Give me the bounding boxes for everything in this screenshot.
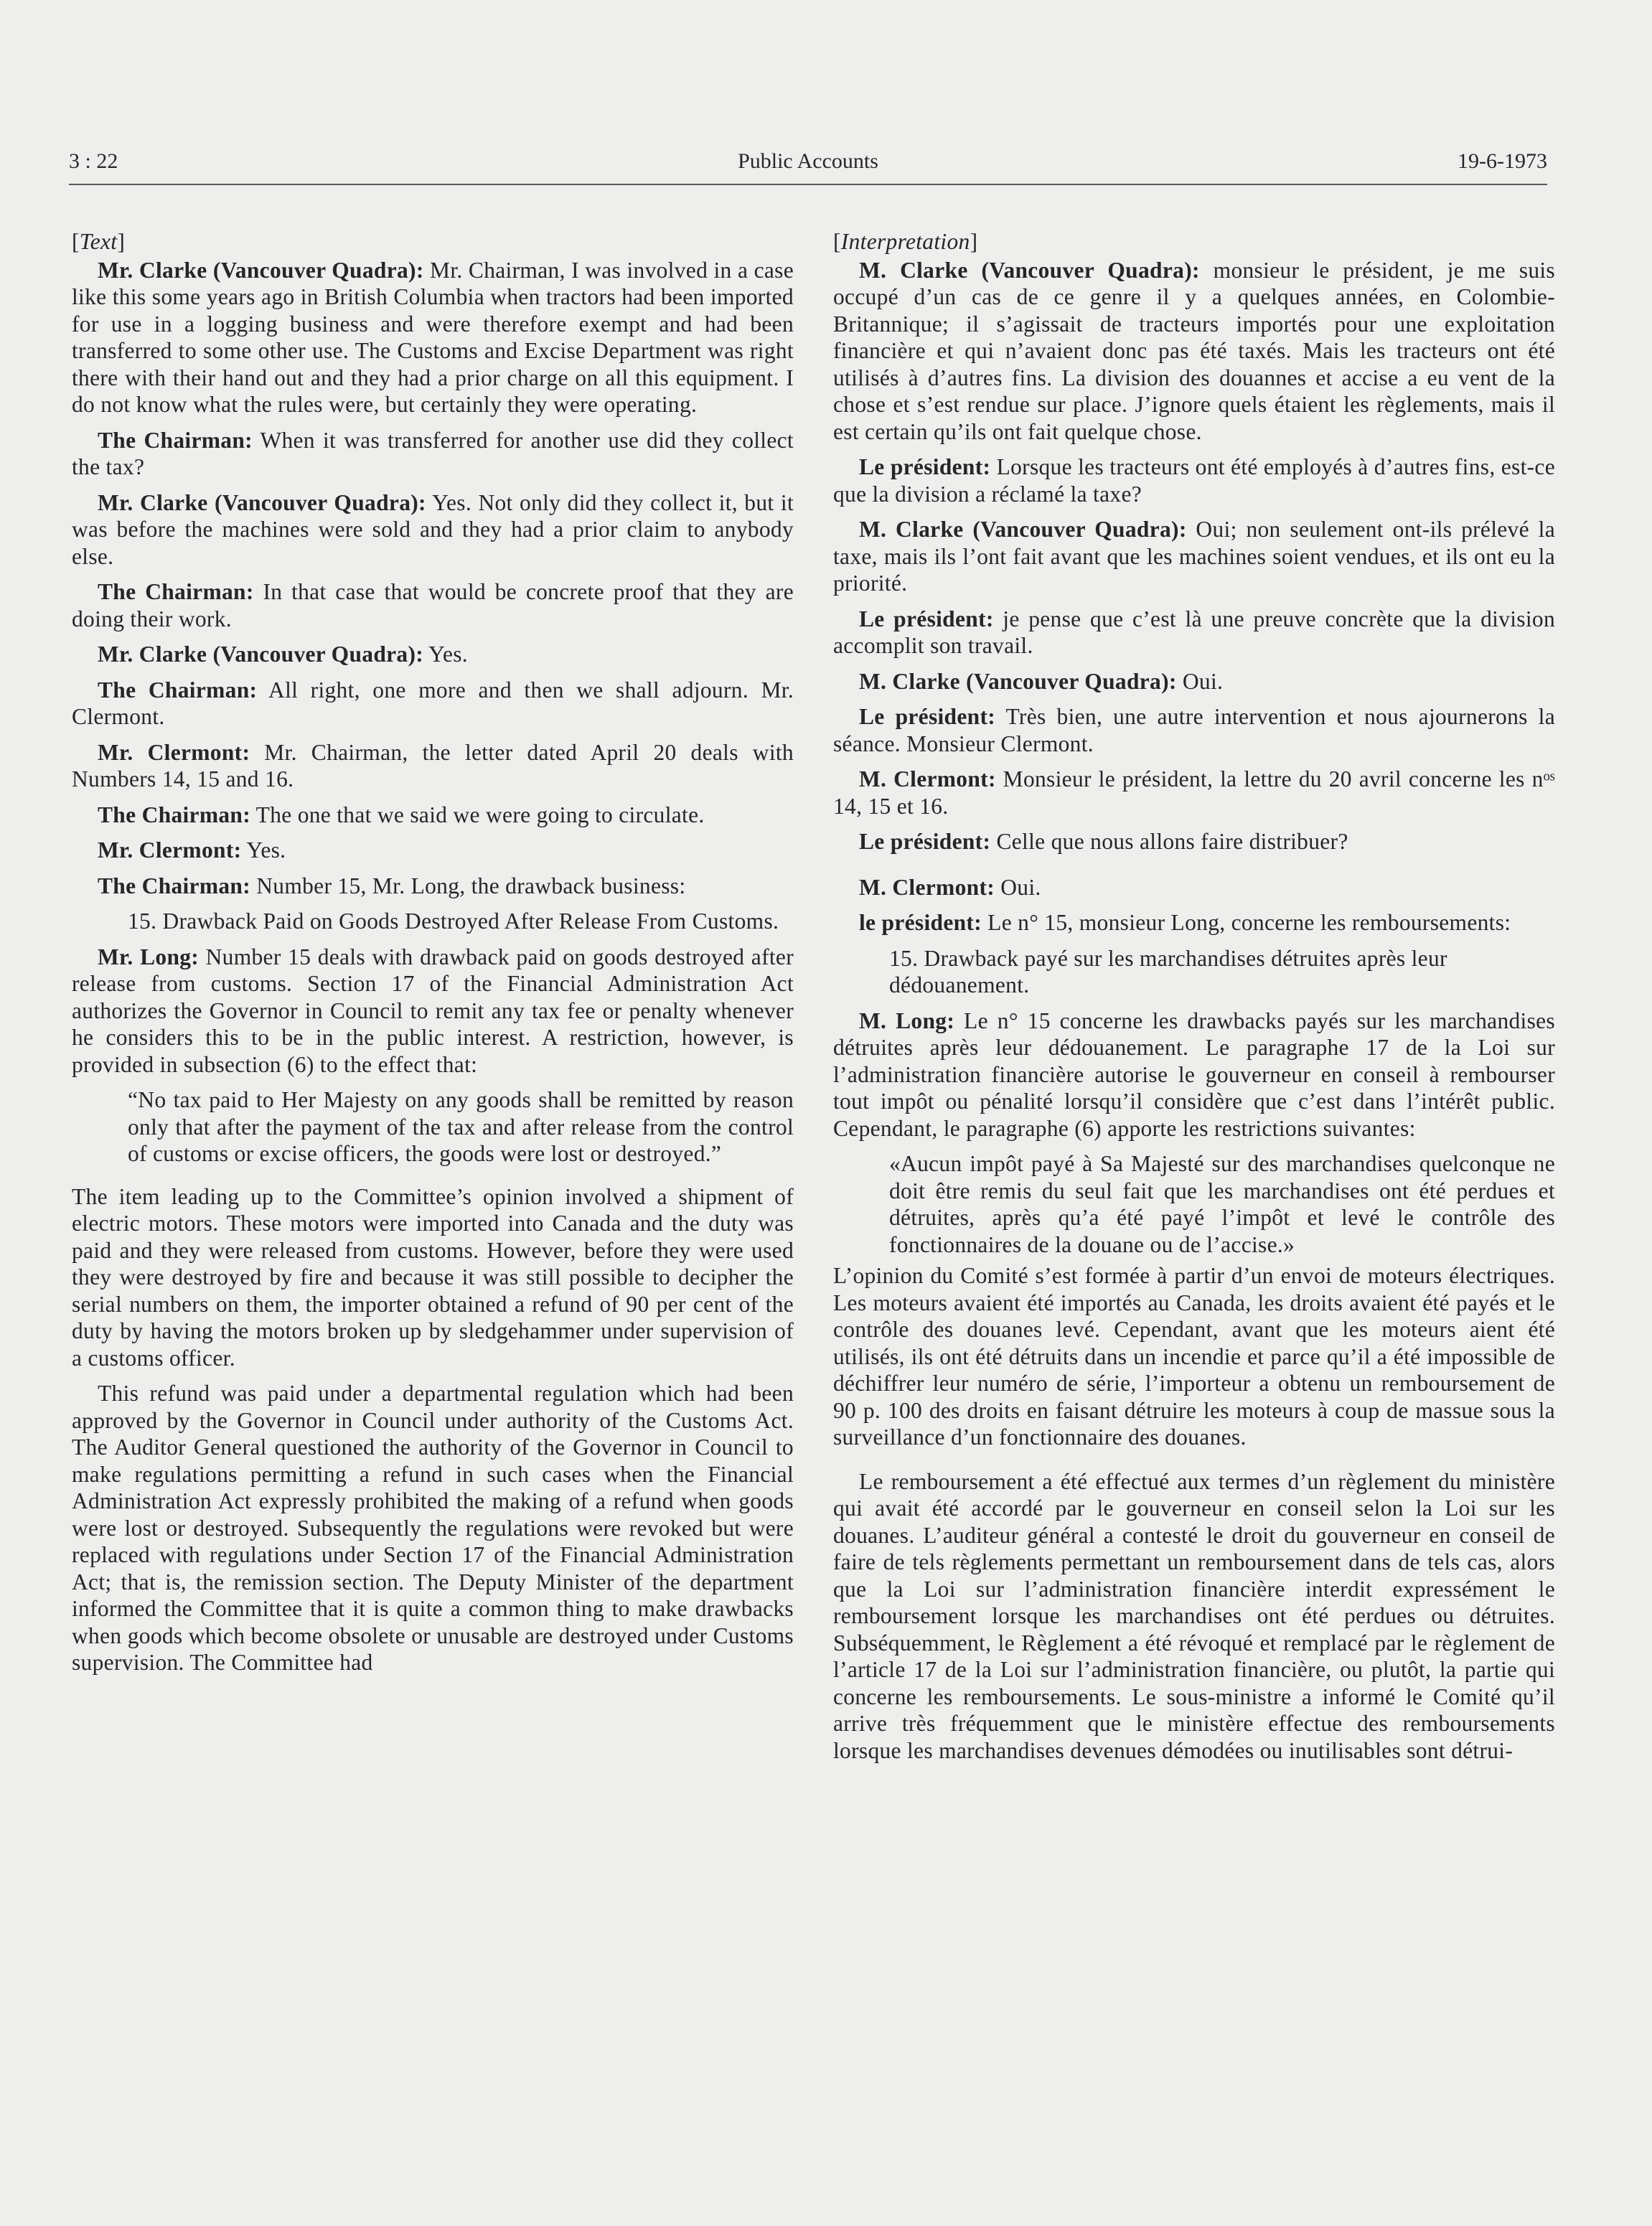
body-paragraph: Le remboursement a été effectué aux termes d’un règlement du ministère qui avait été accordé par le gouverneur en conseil selon la Loi sur les douanes. L’auditeur général a contesté le droit du gouverneur en conseil de faire de tels règlements permettant un remboursement dans de tels cas, alors que la Loi sur l’administration financière interdit expressément le remboursement lorsque les marchandises ont été perdues ou détruites. Subséquemment, le Règlement a été révoqué et remplacé par le règlement de l’article 17 de la Loi sur l’administration financière, ou plutôt, la partie qui concerne les remboursements. Le sous-ministre a informé le Comité qu’il arrive très fréquemment que le ministère effectue des remboursements lorsque les marchandises devenues démodées ou inutilisables sont détrui-: [833, 1468, 1555, 1763]
speaker-name: M. Clarke (Vancouver Quadra):: [859, 668, 1177, 694]
speech-paragraph: Mr. Clarke (Vancouver Quadra): Yes. Not only did they collect it, but it was before the machines were sold and they had a prior claim to anybody else.: [72, 489, 794, 569]
speaker-name: Mr. Long:: [98, 944, 200, 969]
speech-paragraph: The Chairman: Number 15, Mr. Long, the drawback business:: [98, 873, 686, 898]
language-tag: [Interpretation]: [833, 229, 978, 254]
speaker-name: Mr. Clarke (Vancouver Quadra):: [98, 257, 424, 283]
speech-paragraph: Mr. Clermont: Yes.: [98, 837, 286, 863]
speech-paragraph: M. Clermont: Monsieur le président, la lettre du 20 avril concerne les nᵒˢ 14, 15 et 16.: [833, 766, 1555, 819]
speaker-name: The Chairman:: [98, 873, 251, 898]
speech-paragraph: Mr. Clarke (Vancouver Quadra): Yes.: [98, 642, 468, 667]
speaker-name: The Chairman:: [98, 579, 254, 604]
body-paragraph: L’opinion du Comité s’est formée à partir d’un envoi de moteurs électriques. Les moteurs avaient été importés au Canada, les droits avaient été payés et le contrôle des douanes levé. Cependant, avant que les moteurs aient été utilisés, ils ont été détruits dans un incendie et parce qu’il a été impossible de déchiffrer leur numéro de série, l’importeur a obtenu un remboursement de 90 p. 100 des droits en faisant détruire les moteurs à coup de massue sous la surveillance d’un fonctionnaire des douanes.: [833, 1263, 1555, 1450]
french-column: [833, 228, 1555, 1772]
body-paragraph: This refund was paid under a departmental regulation which had been approved by the Governor in Council under authority of the Customs Act. The Auditor General questioned the authority of the Governor in Council to make regulations permitting a refund in such cases when the Financial Administration Act expressly prohibited the making of a refund when goods were lost or destroyed. Subsequently the regulations were revoked but were replaced with regulations under Section 17 of the Financial Administration Act; that is, the remission section. The Deputy Minister of the department informed the Committee that it is quite a common thing to make drawbacks when goods which become obsolete or unusable are destroyed under Customs supervision. The Committee had: [72, 1381, 794, 1675]
speech-paragraph: M. Clarke (Vancouver Quadra): Oui; non seulement ont-ils prélevé la taxe, mais ils l’ont fait avant que les machines soient vendues, et ils ont eu la priorité.: [833, 517, 1556, 596]
speaker-name: Le président:: [859, 704, 996, 729]
speaker-name: The Chairman:: [98, 677, 258, 703]
speech-paragraph: M. Long: Le n° 15 concerne les drawbacks payés sur les marchandises détruites après leur dédouanement. Le paragraphe 17 de la Loi sur l’administration financière autorise le gouverneur en conseil à rembourser tout impôt ou pénalité lorsqu’il considère que c’est dans l’intérêt public. Cependant, le paragraphe (6) apporte les restrictions suivantes:: [833, 1008, 1555, 1141]
speaker-name: Le président:: [859, 606, 994, 631]
speech-paragraph: Mr. Clarke (Vancouver Quadra): Mr. Chairman, I was involved in a case like this some years ago in British Columbia when tractors had been imported for use in a logging business and were therefore exempt and had been transferred to some other use. The Customs and Excise Department was right there with their hand out and they had a prior charge on all this equipment. I do not know what the rules were, but certainly they were operating.: [72, 257, 794, 417]
body-paragraph: The item leading up to the Committee’s opinion involved a shipment of electric motors. These motors were imported into Canada and the duty was paid and they were released from customs. However, before they were used they were destroyed by fire and because it was still possible to decipher the serial numbers on them, the importer obtained a refund of 90 per cent of the duty by having the motors broken up by sledgehammer under supervision of a customs officer.: [72, 1183, 794, 1371]
speaker-name: M. Clarke (Vancouver Quadra):: [859, 517, 1187, 542]
speaker-name: The Chairman:: [98, 802, 251, 827]
speech-paragraph: Le président: Lorsque les tracteurs ont été employés à d’autres fins, est-ce que la division a réclamé la taxe?: [833, 454, 1555, 507]
page-number: 3 : 22: [69, 149, 118, 173]
speaker-name: Mr. Clermont:: [98, 739, 250, 765]
speech-paragraph: Mr. Long: Number 15 deals with drawback paid on goods destroyed after release from customs. Section 17 of the Financial Administration Act authorizes the Governor in Council to remit any tax fee or penalty whenever he considers this to be in the public interest. A restriction, however, is provided in subsection (6) to the effect that:: [72, 944, 794, 1077]
speaker-name: le président:: [859, 910, 982, 935]
speaker-name: M. Long:: [859, 1008, 955, 1033]
speech-paragraph: Le président: je pense que c’est là une preuve concrète que la division accomplit son travail.: [833, 606, 1556, 658]
agenda-item: 15. Drawback payé sur les marchandises détruites après leur dédouanement.: [889, 945, 1447, 997]
speaker-name: Le président:: [859, 454, 991, 479]
speech-paragraph: The Chairman: All right, one more and then we shall adjourn. Mr. Clermont.: [72, 677, 794, 729]
speaker-name: Le président:: [859, 829, 991, 854]
language-tag: [Text]: [72, 229, 126, 254]
speaker-name: M. Clermont:: [859, 766, 996, 792]
publication-title: Public Accounts: [738, 149, 878, 173]
quoted-provision: “No tax paid to Her Majesty on any goods shall be remitted by reason only that after the payment of the tax and after release from the control of customs or excise officers, the goods were lost or destroyed.”: [128, 1087, 794, 1166]
speaker-name: M. Clarke (Vancouver Quadra):: [859, 257, 1200, 283]
agenda-item: 15. Drawback Paid on Goods Destroyed After Release From Customs.: [128, 908, 779, 934]
speech-paragraph: The Chairman: The one that we said we were going to circulate.: [98, 802, 705, 827]
speech-paragraph: M. Clermont: Oui.: [859, 874, 1041, 900]
speaker-name: M. Clermont:: [859, 874, 995, 900]
speech-paragraph: Mr. Clermont: Mr. Chairman, the letter dated April 20 deals with Numbers 14, 15 and 16.: [72, 739, 794, 792]
speaker-name: Mr. Clermont:: [98, 837, 242, 863]
running-header: [69, 144, 1547, 185]
speaker-name: Mr. Clarke (Vancouver Quadra):: [98, 489, 426, 515]
english-column: [72, 228, 794, 1685]
speech-paragraph: M. Clarke (Vancouver Quadra): monsieur le président, je me suis occupé d’un cas de ce genre il y a quelques années, en Colombie-Britannique; il s’agissait de tracteurs importés pour une exploitation financière et qui n’avaient donc pas été taxés. Mais les tracteurs ont été utilisés à d’autres fins. La division des douannes et accise a eu vent de la chose et s’est rendue sur place. J’ignore quels étaient les règlements, mais il est certain qu’ils ont fait quelque chose.: [833, 257, 1555, 444]
speech-paragraph: The Chairman: In that case that would be concrete proof that they are doing their work.: [72, 579, 794, 631]
session-date: 19-6-1973: [1458, 149, 1547, 173]
speech-paragraph: le président: Le n° 15, monsieur Long, concerne les remboursements:: [859, 910, 1511, 935]
speech-paragraph: Le président: Celle que nous allons faire distribuer?: [859, 829, 1348, 854]
speech-paragraph: Le président: Très bien, une autre intervention et nous ajournerons la séance. Monsieur Clermont.: [833, 704, 1555, 756]
speech-paragraph: M. Clarke (Vancouver Quadra): Oui.: [859, 668, 1224, 694]
speech-paragraph: The Chairman: When it was transferred for another use did they collect the tax?: [72, 427, 794, 479]
speaker-name: Mr. Clarke (Vancouver Quadra):: [98, 642, 424, 667]
speaker-name: The Chairman:: [98, 427, 253, 453]
quoted-provision: «Aucun impôt payé à Sa Majesté sur des marchandises quelconque ne doit être remis du seul fait que les marchandises ont été perdues et détruites, après qu’a été payé l’impôt et levé le contrôle des fonctionnaires de la douane ou de l’accise.»: [889, 1151, 1555, 1257]
